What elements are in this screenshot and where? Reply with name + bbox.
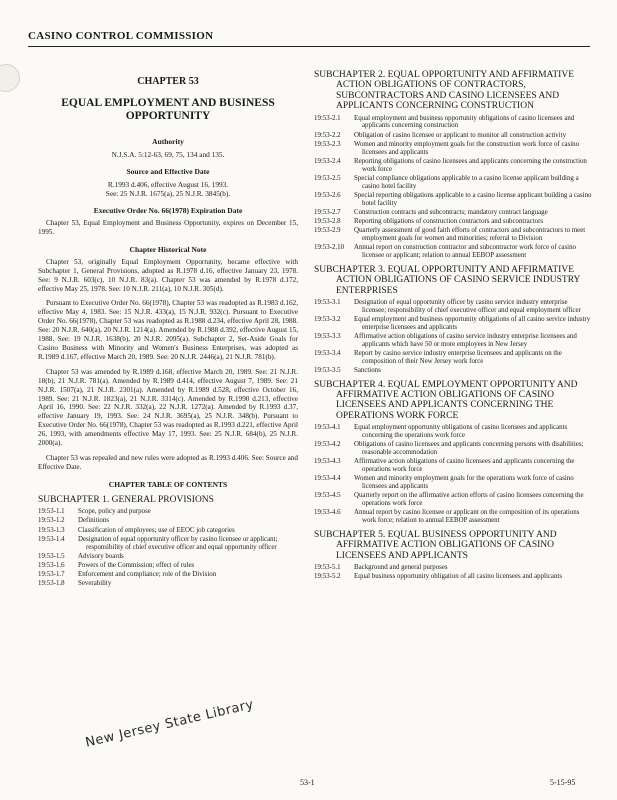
section-title: Scope, policy and purpose: [78, 508, 151, 516]
toc-entry: [314, 141, 592, 157]
history-paragraph: Chapter 53 was repealed and new rules were adopted as R.1993 d.406. See: Source and Effective Date.: [38, 453, 298, 471]
punch-hole: [0, 64, 20, 92]
section-number: 19:53-3.3: [314, 332, 341, 340]
toc-entry: [314, 333, 592, 349]
section-title: Annual report on construction contractor and subcontractor work force of casino licensee or applicant; relation to annual EEBOP assessment: [354, 244, 576, 259]
toc-entry: [314, 132, 592, 140]
section-title: Reporting obligations of casino licensees and applicants concerning the construction work force: [354, 157, 587, 173]
subchapter-title: SUBCHAPTER 2. EQUAL OPPORTUNITY AND AFFIRMATIVE ACTION OBLIGATIONS OF CONTRACTORS, SUBCONTRACTORS AND CASINO LICENSEES AND APPLICANTS CONCERNING CONSTRUCTION: [314, 70, 574, 112]
section-number: 19:53-1.2: [38, 517, 65, 525]
library-stamp: New Jersey State Library: [84, 697, 256, 751]
subchapter-title: SUBCHAPTER 1. GENERAL PROVISIONS: [38, 494, 214, 505]
toc-entry: [314, 424, 592, 440]
section-title: Severability: [78, 580, 112, 588]
subchapter-items: [38, 508, 298, 588]
toc-entry: [314, 115, 592, 131]
source-heading: Source and Effective Date: [126, 167, 210, 176]
section-number: 19:53-1.4: [38, 535, 65, 543]
toc-entry: [314, 350, 592, 366]
section-title: Designation of equal opportunity officer by casino service industry enterprise licensee; responsibility of chief executive officer and equal employment officer: [354, 298, 581, 314]
section-title: Designation of equal opportunity officer by casino licensee or applicant; responsibility of chief executive officer and equal opportunity officer: [78, 535, 278, 551]
toc-entry: [314, 192, 592, 208]
toc-entry: [314, 244, 592, 260]
section-number: 19:53-2.4: [314, 157, 341, 165]
section-title: Background and general purposes: [354, 564, 448, 571]
section-title: Definitions: [78, 517, 110, 525]
section-number: 19:53-2.8: [314, 217, 341, 225]
section-number: 19:53-2.2: [314, 131, 341, 139]
section-title: Equal business opportunity obligation of all casino licensees and applicants: [354, 573, 563, 581]
toc-entry: [314, 475, 592, 491]
subchapter-title: SUBCHAPTER 3. EQUAL OPPORTUNITY AND AFFIRMATIVE ACTION OBLIGATIONS OF CASINO SERVICE INDUSTRY ENTERPRISES: [314, 264, 581, 296]
footer-date: 5-15-95: [550, 778, 576, 787]
section-number: 19:53-4.3: [314, 458, 341, 466]
section-title: Annual report by casino licensee or applicant on the composition of its operations work force; relation to annual EEBOP assessment: [354, 509, 580, 524]
toc-entry: [38, 508, 298, 516]
toc-entry: [314, 227, 592, 243]
toc-entry: [314, 564, 592, 572]
toc-entry: [314, 509, 592, 525]
section-title: Equal employment opportunity obligations of casino licensees and applicants concerning the operations work force: [354, 424, 568, 440]
section-number: 19:53-1.7: [38, 571, 65, 579]
section-number: 19:53-5.1: [314, 564, 341, 571]
section-number: 19:53-1.8: [38, 580, 65, 588]
left-column: [38, 76, 298, 589]
section-number: 19:53-3.2: [314, 315, 341, 323]
section-title: Sanctions: [354, 366, 381, 374]
header-rule: [28, 46, 590, 47]
section-title: Advisory boards: [78, 552, 124, 560]
section-number: 19:53-2.3: [314, 140, 341, 148]
source-line: R.1993 d.406, effective August 16, 1993.: [107, 180, 229, 189]
toc-entry: [314, 573, 592, 581]
section-number: 19:53-2.10: [314, 244, 345, 252]
subchapter-items: [314, 424, 592, 525]
right-column: [314, 70, 592, 582]
toc-entry: [314, 367, 592, 375]
authority-heading: Authority: [152, 137, 184, 146]
subchapter-title: SUBCHAPTER 4. EQUAL EMPLOYMENT OPPORTUNITY AND AFFIRMATIVE ACTION OBLIGATIONS OF CASINO LICENSEES AND APPLICANTS CONCERNING THE OPERATIONS WORK FORCE: [314, 379, 578, 421]
toc-entry: [38, 580, 298, 588]
section-number: 19:53-1.3: [38, 526, 65, 534]
section-number: 19:53-3.1: [314, 298, 341, 306]
toc-heading: CHAPTER TABLE OF CONTENTS: [108, 479, 228, 489]
section-number: 19:53-2.9: [314, 227, 341, 235]
section-title: Affirmative action obligations of casino licensees and applicants concerning the operations work force: [354, 458, 575, 474]
subchapter-items: [314, 564, 592, 581]
section-number: 19:53-2.5: [314, 174, 341, 182]
section-title: Quarterly report on the affirmative action efforts of casino licensees concerning the operations work force: [354, 492, 584, 507]
toc-entry: [314, 492, 592, 508]
authority-text: N.J.S.A. 5:12-63, 69, 75, 134 and 135.: [111, 150, 225, 159]
executive-text: Chapter 53, Equal Employment and Business Opportunity, expires on December 15, 1995.: [38, 219, 298, 236]
executive-heading: Executive Order No. 66(1978) Expiration Date: [93, 206, 243, 215]
section-title: Equal employment and business opportunity obligations of casino licensees and applicants concerning construction: [354, 114, 575, 130]
section-title: Reporting obligations of construction contractors and subcontractors: [354, 217, 544, 225]
toc-entry: [314, 158, 592, 174]
toc-entry: [38, 571, 298, 579]
toc-entry: [38, 562, 298, 570]
section-number: 19:53-2.6: [314, 191, 341, 199]
toc-entry: [314, 316, 592, 332]
section-title: Women and minority employment goals for the construction work force of casino licensees and applicants: [354, 140, 580, 156]
toc-entry: [38, 527, 298, 535]
section-title: Enforcement and compliance; role of the Division: [78, 571, 217, 579]
toc-entry: [38, 517, 298, 525]
toc-entry: [314, 441, 592, 457]
toc-entry: [38, 536, 298, 552]
chapter-title: EQUAL EMPLOYMENT AND BUSINESS OPPORTUNITY: [61, 97, 275, 122]
section-title: Special compliance obligations applicable to a casino license applicant building a casino hotel facility: [354, 174, 579, 190]
toc-entry: [38, 553, 298, 561]
history-paragraph: Chapter 53, originally Equal Employment Opportunity, became effective with Subchapter 1, General Provisions, adopted as R.1978 d.16, effective January 23, 1978. See: 9 N.J.R. 603(c), 10 N.J.R. 83(a). Chapter 53 was amended by R.1978 d.172, effective May 25, 1978. See: 10 N.J.R. 211(a), 10 N.J.R. 305(d).: [38, 257, 298, 293]
section-number: 19:53-4.1: [314, 424, 341, 432]
toc-entry: [314, 209, 592, 217]
section-number: 19:53-1.5: [38, 552, 65, 560]
history-paragraph: Pursuant to Executive Order No. 66(1978), Chapter 53 was readopted as R.1983 d.162, effective May 4, 1983. See: 15 N.J.R. 433(a), 15 N.J.R. 932(c). Pursuant to Executive Order No. 66(1978), Chapter 53 was readopted as R.1988 d.234, effective April 28, 1988. See: 20 N.J.R. 640(a), 20 N.J.R. 1214(a). Amended by R.1988 d.392, effective August 15, 1988. See: 19 N.J.R. 1638(b), 20 N.J.R. 2095(a). Subchapter 2, Set-Aside Goals for Casino Business with Minority and Women's Business Enterprises, was adopted as R.1989 d.167, effective March 20, 1989. See: 20 N.J.R. 2446(a), 21 N.J.R. 781(b).: [38, 299, 298, 361]
history-paragraph: Chapter 53 was amended by R.1989 d.168, effective March 20, 1989. See: 21 N.J.R. 18(b), 21 N.J.R. 781(a). Amended by R.1989 d.414, effective August 7, 1989. See: 21 N.J.R. 1507(a), 21 N.J.R. 2301(a). Amended by R.1989 d.528, effective October 16, 1989. See: 21 N.J.R. 1823(a), 21 N.J.R. 3314(c). Amended by R.1990 d.213, effective April 16, 1990. See: 22 N.J.R. 332(a), 22 N.J.R. 1272(a). Amended by R.1993 d.37, effective January 19, 1993. See: 24 N.J.R. 3695(a), 25 N.J.R. 348(b). Pursuant to Executive Order No. 66(1978), Chapter 53 was readopted as R.1993 d.221, effective April 26, 1993, with amendments effective May 17, 1993. See: 25 N.J.R. 684(b), 25 N.J.R. 2000(a).: [38, 367, 298, 448]
toc-entry: [314, 218, 592, 226]
section-number: 19:53-3.4: [314, 349, 341, 357]
section-title: Special reporting obligations applicable to a casino license applicant building a casino hotel facility: [354, 191, 592, 207]
section-number: 19:53-5.2: [314, 573, 341, 581]
toc-entry: [314, 458, 592, 474]
section-title: Report by casino service industry enterprise licensees and applicants on the composition of their New Jersey work force: [354, 349, 562, 365]
section-number: 19:53-2.1: [314, 114, 341, 122]
subchapter-title: SUBCHAPTER 5. EQUAL BUSINESS OPPORTUNITY AND AFFIRMATIVE ACTION OBLIGATIONS OF CASINO LICENSEES AND APPLICANTS: [314, 529, 557, 561]
toc-entry: [314, 175, 592, 191]
section-number: 19:53-4.5: [314, 492, 341, 500]
section-title: Affirmative action obligations of casino service industry enterprise licensees and applicants which have 50 or more employees in New Jersey: [354, 332, 577, 348]
subchapter-items: [314, 299, 592, 375]
section-title: Obligation of casino licensee or applicant to monitor all construction activity: [354, 131, 567, 139]
section-number: 19:53-4.6: [314, 509, 341, 517]
section-number: 19:53-4.4: [314, 475, 341, 483]
section-title: Women and minority employment goals for the operations work force of casino licensees and applicants: [354, 475, 574, 491]
section-title: Quarterly assessment of good faith efforts of contractors and subcontractors to meet employment goals for women and minorities; referral to Division: [354, 227, 586, 242]
section-title: Obligations of casino licensees and applicants concerning persons with disabilities; reasonable accommodation: [354, 441, 584, 457]
section-number: 19:53-4.2: [314, 441, 341, 449]
section-title: Equal employment and business opportunity obligations of all casino service industry enterprise licensees and applicants: [354, 315, 591, 331]
page-number: 53-1: [300, 778, 315, 787]
source-line: See: 25 N.J.R. 1675(a), 25 N.J.R. 3845(b).: [105, 189, 231, 198]
section-number: 19:53-2.7: [314, 208, 341, 216]
running-header: CASINO CONTROL COMMISSION: [28, 30, 214, 42]
history-heading: Chapter Historical Note: [129, 244, 207, 254]
section-title: Classification of employees; use of EEOC job categories: [78, 526, 235, 534]
section-title: Construction contracts and subcontracts; mandatory contract language: [354, 208, 548, 216]
toc-entry: [314, 299, 592, 315]
section-number: 19:53-1.6: [38, 561, 65, 569]
section-title: Powers of the Commission; effect of rules: [78, 561, 195, 569]
chapter-number: CHAPTER 53: [137, 76, 199, 87]
section-number: 19:53-3.5: [314, 366, 341, 374]
section-number: 19:53-1.1: [38, 508, 65, 516]
subchapter-items: [314, 115, 592, 260]
